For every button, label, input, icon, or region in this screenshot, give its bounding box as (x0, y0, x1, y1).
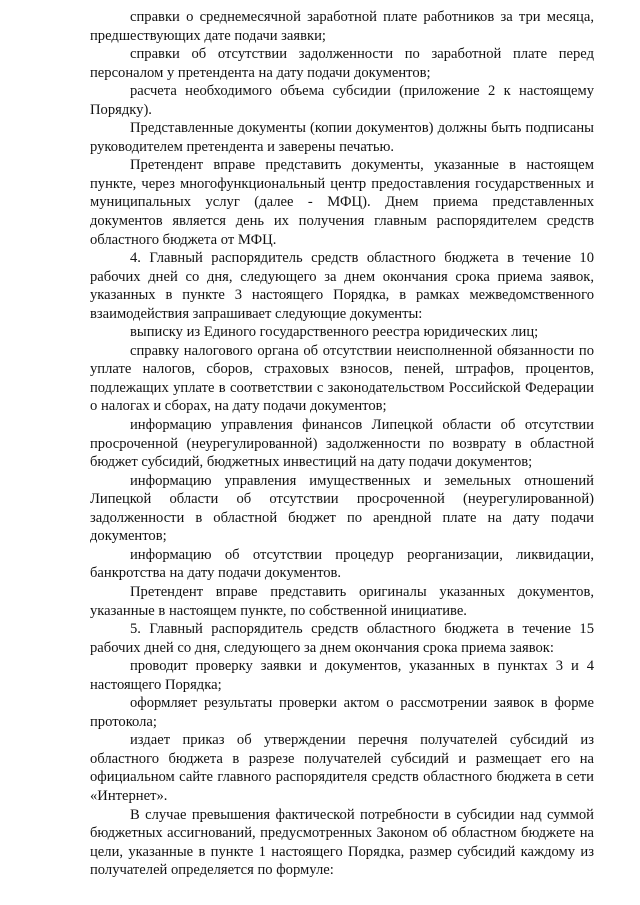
paragraph-15: оформляет результаты проверки актом о рассмотрении заявок в форме протокола; (90, 695, 594, 730)
paragraph-16: издает приказ об утверждении перечня получателей субсидий из областного бюджета в разрезе получателей субсидий и размещает его на официальном сайте главного распорядителя средств областного бюджета в сети «Интернет». (90, 732, 594, 804)
paragraph-6: 4. Главный распорядитель средств областного бюджета в течение 10 рабочих дней со дня, следующего за днем окончания срока приема заявок, указанных в пункте 3 настоящего Порядка, в рамках межведомственного взаимодействия запрашивает следующие документы: (90, 250, 594, 322)
paragraph-11: информацию об отсутствии процедур реорганизации, ликвидации, банкротства на дату подачи документов. (90, 546, 594, 582)
paragraph-1: справки о среднемесячной заработной плате работников за три месяца, предшествующих дате подачи заявки; (90, 9, 594, 44)
paragraph-8: справку налогового органа об отсутствии неисполненной обязанности по уплате налогов, сборов, страховых взносов, пеней, штрафов, процентов, подлежащих уплате в соответствии с законодательством Российской Федерации о налогах и сборах, на дату подачи документов; (90, 342, 594, 415)
paragraph-17: В случае превышения фактической потребности в субсидии над суммой бюджетных ассигнований, предусмотренных Законом об областном бюджете на цели, указанные в пункте 1 настоящего Порядка, размер субсидий каждому из получателей определяется по формуле: (90, 806, 594, 879)
paragraph-14: проводит проверку заявки и документов, указанных в пунктах 3 и 4 настоящего Порядка; (90, 658, 594, 693)
paragraph-3: расчета необходимого объема субсидии (приложение 2 к настоящему Порядку). (90, 83, 594, 118)
document-page (90, 8, 594, 880)
paragraph-10: информацию управления имущественных и земельных отношений Липецкой области об отсутствии просроченной (неурегулированной) задолженности в областной бюджет по арендной плате на дату подачи документов; (90, 472, 594, 545)
paragraph-12: Претендент вправе представить оригиналы указанных документов, указанные в настоящем пункте, по собственной инициативе. (90, 583, 594, 619)
paragraph-9: информацию управления финансов Липецкой области об отсутствии просроченной (неурегулированной) задолженности по возврату в областной бюджет субсидий, бюджетных инвестиций на дату подачи документов; (90, 417, 594, 471)
paragraph-5: Претендент вправе представить документы, указанные в настоящем пункте, через многофункциональный центр предоставления государственных и муниципальных услуг (далее - МФЦ). Днем приема представленных документов является день их получения главным распорядителем средств областного бюджета от МФЦ. (90, 157, 594, 248)
paragraph-13: 5. Главный распорядитель средств областного бюджета в течение 15 рабочих дней со дня, следующего за днем окончания срока приема заявок: (90, 621, 594, 656)
paragraph-7: выписку из Единого государственного реестра юридических лиц; (130, 324, 539, 341)
paragraph-2: справки об отсутствии задолженности по заработной плате перед персоналом у претендента на дату подачи документов; (90, 46, 594, 81)
paragraph-4: Представленные документы (копии документов) должны быть подписаны руководителем претендента и заверены печатью. (90, 120, 594, 155)
